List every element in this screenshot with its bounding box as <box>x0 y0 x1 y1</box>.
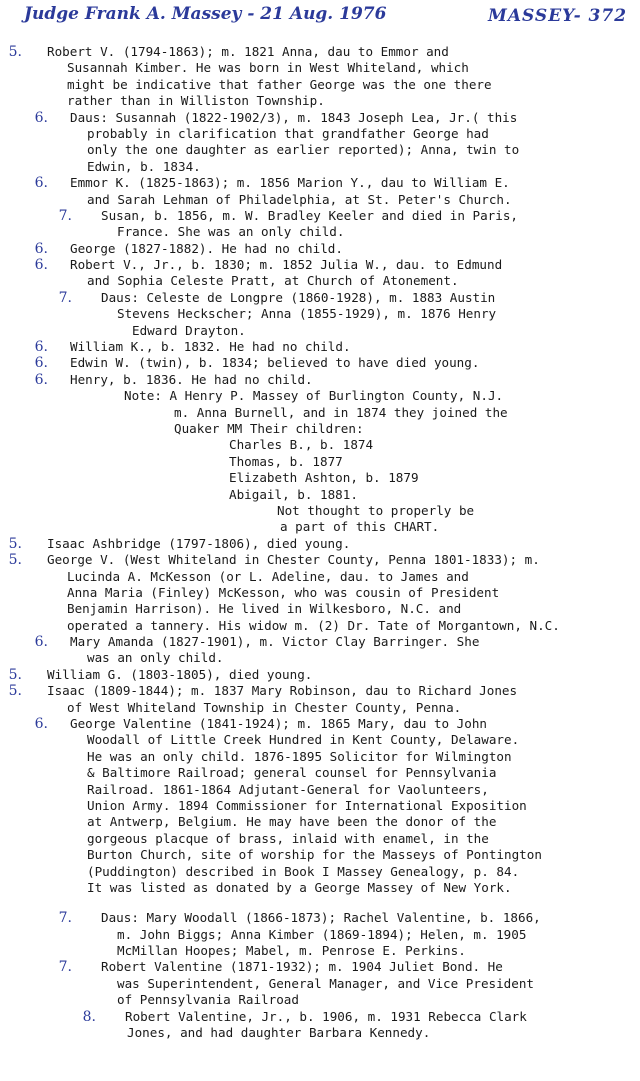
line-text: Emmor K. (1825-1863); m. 1856 Marion Y., dau to William E. <box>70 175 510 191</box>
text-line <box>0 798 640 814</box>
line-text: & Baltimore Railroad; general counsel for Pennsylvania <box>87 765 497 781</box>
text-line <box>0 175 640 191</box>
line-text: only the one daughter as earlier reported); Anna, twin to <box>87 142 520 158</box>
text-line <box>0 880 640 896</box>
handwritten-header-left: Judge Frank A. Massey - 21 Aug. 1976 <box>24 4 387 24</box>
generation-number: 5. <box>8 552 22 569</box>
text-line <box>0 667 640 683</box>
generation-number: 6. <box>34 257 48 274</box>
text-line <box>0 601 640 617</box>
text-line <box>0 372 640 388</box>
text-line <box>0 405 640 421</box>
line-text: Daus: Susannah (1822-1902/3), m. 1843 Joseph Lea, Jr.( this <box>70 109 518 125</box>
line-text: was an only child. <box>87 650 224 666</box>
line-text: Susannah Kimber. He was born in West Whiteland, which <box>67 60 469 76</box>
line-text: Union Army. 1894 Commissioner for International Exposition <box>87 797 527 813</box>
text-line <box>0 552 640 568</box>
genealogy-text <box>0 44 640 1041</box>
line-text: Anna Maria (Finley) McKesson, who was cousin of President <box>67 584 500 600</box>
text-line <box>0 943 640 959</box>
line-text: Note: A Henry P. Massey of Burlington County, N.J. <box>124 388 504 404</box>
line-text: Robert Valentine (1871-1932); m. 1904 Juliet Bond. He <box>101 959 503 975</box>
line-text: of West Whiteland Township in Chester County, Penna. <box>67 699 462 715</box>
generation-number: 5. <box>8 666 22 683</box>
text-line <box>0 831 640 847</box>
line-text: m. Anna Burnell, and in 1874 they joined the <box>174 404 508 420</box>
text-line <box>0 290 640 306</box>
generation-number: 6. <box>34 355 48 372</box>
generation-number: 6. <box>34 371 48 388</box>
text-line <box>0 257 640 273</box>
line-text: Railroad. 1861-1864 Adjutant-General for Vaolunteers, <box>87 781 489 797</box>
line-text: George V. (West Whiteland in Chester County, Penna 1801-1833); m. <box>47 552 540 568</box>
line-text: Robert V., Jr., b. 1830; m. 1852 Julia W., dau. to Edmund <box>70 257 503 273</box>
paragraph-gap <box>0 896 640 910</box>
line-text: Edwin W. (twin), b. 1834; believed to have died young. <box>70 355 480 371</box>
text-line <box>0 60 640 76</box>
text-line <box>0 273 640 289</box>
generation-number: 6. <box>34 109 48 126</box>
generation-number: 5. <box>8 535 22 552</box>
text-line <box>0 421 640 437</box>
line-text: George Valentine (1841-1924); m. 1865 Mary, dau to John <box>70 716 488 732</box>
text-line <box>0 910 640 926</box>
text-line <box>0 992 640 1008</box>
text-line <box>0 437 640 453</box>
text-line <box>0 110 640 126</box>
line-text: m. John Biggs; Anna Kimber (1869-1894); Helen, m. 1905 <box>117 926 527 942</box>
text-line <box>0 1009 640 1025</box>
generation-number: 7. <box>58 207 72 224</box>
line-text: France. She was an only child. <box>117 224 345 240</box>
line-text: He was an only child. 1876-1895 Solicitor for Wilmington <box>87 748 512 764</box>
line-text: It was listed as donated by a George Massey of New York. <box>87 879 512 895</box>
line-text: Benjamin Harrison). He lived in Wilkesboro, N.C. and <box>67 601 462 617</box>
text-line <box>0 503 640 519</box>
text-line <box>0 847 640 863</box>
text-line <box>0 1025 640 1041</box>
text-line <box>0 814 640 830</box>
line-text: Susan, b. 1856, m. W. Bradley Keeler and died in Paris, <box>101 207 519 223</box>
generation-number: 8. <box>82 1008 96 1025</box>
generation-number: 6. <box>34 240 48 257</box>
generation-number: 6. <box>34 175 48 192</box>
line-text: William K., b. 1832. He had no child. <box>70 339 351 355</box>
text-line <box>0 224 640 240</box>
line-text: Edward Drayton. <box>132 322 246 338</box>
line-text: Charles B., b. 1874 <box>229 437 374 453</box>
generation-number: 5. <box>8 683 22 700</box>
text-line <box>0 208 640 224</box>
text-line <box>0 634 640 650</box>
text-line <box>0 93 640 109</box>
text-line <box>0 927 640 943</box>
line-text: Woodall of Little Creek Hundred in Kent County, Delaware. <box>87 732 520 748</box>
line-text: a part of this CHART. <box>280 519 440 535</box>
line-text: (Puddington) described in Book I Massey Genealogy, p. 84. <box>87 863 520 879</box>
line-text: Not thought to properly be <box>277 502 475 518</box>
text-line <box>0 782 640 798</box>
text-line <box>0 323 640 339</box>
text-line <box>0 749 640 765</box>
text-line <box>0 618 640 634</box>
line-text: was Superintendent, General Manager, and Vice President <box>117 975 535 991</box>
line-text: George (1827-1882). He had no child. <box>70 240 343 256</box>
text-line <box>0 339 640 355</box>
text-line <box>0 864 640 880</box>
text-line <box>0 650 640 666</box>
text-line <box>0 388 640 404</box>
text-line <box>0 683 640 699</box>
line-text: Lucinda A. McKesson (or L. Adeline, dau. to James and <box>67 568 469 584</box>
text-line <box>0 765 640 781</box>
generation-number: 7. <box>58 289 72 306</box>
text-line <box>0 585 640 601</box>
text-line <box>0 44 640 60</box>
line-text: Stevens Heckscher; Anna (1855-1929), m. 1876 Henry <box>117 306 497 322</box>
text-line <box>0 519 640 535</box>
line-text: might be indicative that father George was the one there <box>67 76 492 92</box>
text-line <box>0 142 640 158</box>
line-text: rather than in Williston Township. <box>67 93 325 109</box>
text-line <box>0 77 640 93</box>
text-line <box>0 126 640 142</box>
line-text: McMillan Hoopes; Mabel, m. Penrose E. Perkins. <box>117 943 466 959</box>
line-text: Quaker MM Their children: <box>174 420 364 436</box>
text-line <box>0 536 640 552</box>
text-line <box>0 306 640 322</box>
line-text: probably in clarification that grandfather George had <box>87 125 489 141</box>
line-text: Henry, b. 1836. He had no child. <box>70 371 313 387</box>
line-text: Isaac Ashbridge (1797-1806), died young. <box>47 535 351 551</box>
generation-number: 6. <box>34 339 48 356</box>
generation-number: 7. <box>58 959 72 976</box>
line-text: Abigail, b. 1881. <box>229 486 358 502</box>
line-text: of Pennsylvania Railroad <box>117 992 299 1008</box>
line-text: Daus: Mary Woodall (1866-1873); Rachel Valentine, b. 1866, <box>101 910 541 926</box>
generation-number: 5. <box>8 44 22 60</box>
line-text: operated a tannery. His widow m. (2) Dr. Tate of Morgantown, N.C. <box>67 617 560 633</box>
line-text: Edwin, b. 1834. <box>87 158 201 174</box>
text-line <box>0 569 640 585</box>
line-text: Burton Church, site of worship for the Masseys of Pontington <box>87 847 542 863</box>
line-text: gorgeous placque of brass, inlaid with enamel, in the <box>87 830 489 846</box>
generation-number: 6. <box>34 634 48 651</box>
handwritten-header-right: MASSEY- 372 <box>488 6 628 26</box>
text-line <box>0 732 640 748</box>
text-line <box>0 159 640 175</box>
line-text: Jones, and had daughter Barbara Kennedy. <box>127 1025 431 1041</box>
line-text: William G. (1803-1805), died young. <box>47 666 313 682</box>
text-line <box>0 487 640 503</box>
text-line <box>0 454 640 470</box>
text-line <box>0 355 640 371</box>
line-text: Mary Amanda (1827-1901), m. Victor Clay Barringer. She <box>70 634 480 650</box>
line-text: Isaac (1809-1844); m. 1837 Mary Robinson, dau to Richard Jones <box>47 683 518 699</box>
line-text: and Sarah Lehman of Philadelphia, at St. Peter's Church. <box>87 191 512 207</box>
text-line <box>0 192 640 208</box>
line-text: at Antwerp, Belgium. He may have been the donor of the <box>87 814 497 830</box>
text-line <box>0 470 640 486</box>
text-line <box>0 700 640 716</box>
line-text: Thomas, b. 1877 <box>229 453 343 469</box>
text-line <box>0 976 640 992</box>
line-text: Robert Valentine, Jr., b. 1906, m. 1931 Rebecca Clark <box>125 1008 527 1024</box>
line-text: Elizabeth Ashton, b. 1879 <box>229 470 419 486</box>
line-text: Daus: Celeste de Longpre (1860-1928), m. 1883 Austin <box>101 289 496 305</box>
generation-number: 7. <box>58 910 72 927</box>
text-line <box>0 716 640 732</box>
line-text: and Sophia Celeste Pratt, at Church of Atonement. <box>87 273 459 289</box>
text-line <box>0 959 640 975</box>
text-line <box>0 241 640 257</box>
line-text: Robert V. (1794-1863); m. 1821 Anna, dau to Emmor and <box>47 44 449 59</box>
generation-number: 6. <box>34 716 48 733</box>
